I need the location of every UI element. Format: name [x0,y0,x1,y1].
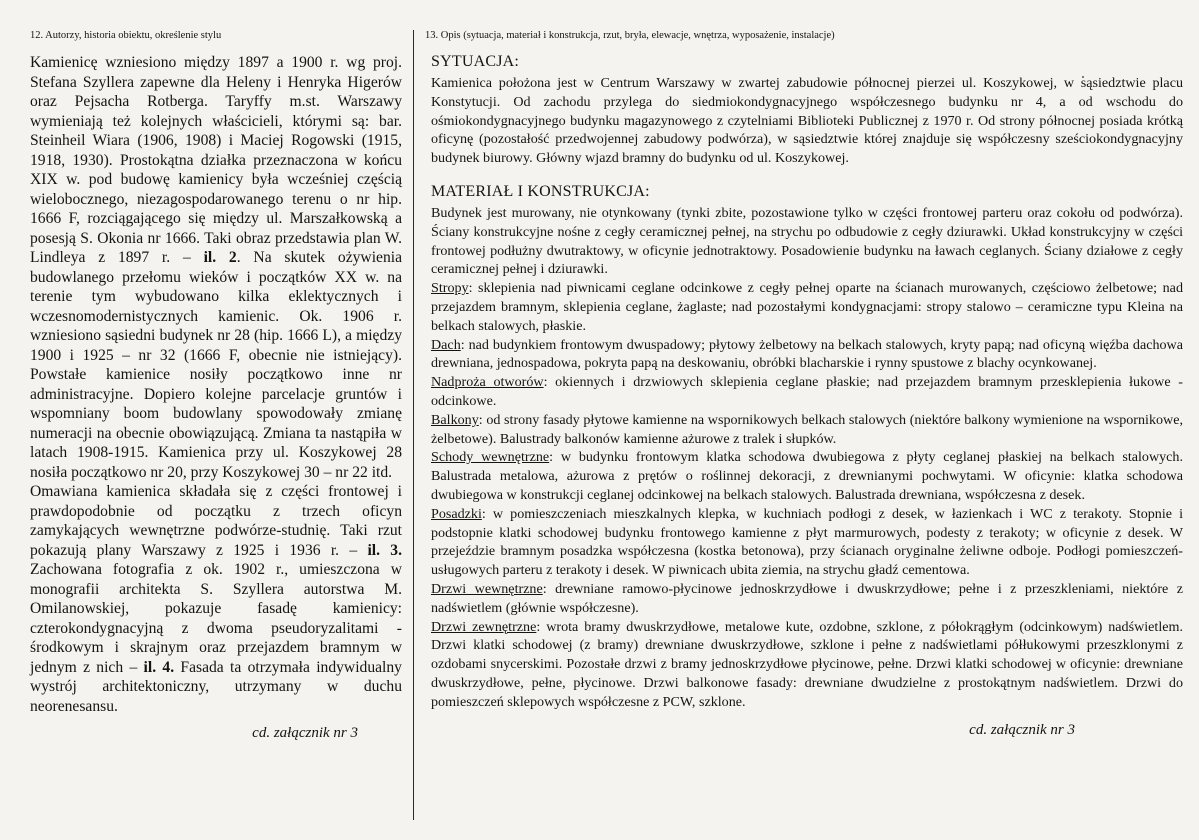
material-description: : w pomieszczeniach mieszkalnych klepka, w kuchniach podłogi z desek, w łazienkach i WC z terakoty. Stopnie i podstopnie klatki schodowej budynku frontowego kamienne z płyt marmurowych, podesty z terakoty; w oficynie z desek. W przejeździe bramnym posadzka współczesna (kostka betonowa), przy ścianach oryginalne żeliwne odboje. Podłogi pomieszczeń-usługowych parteru z terakoty i desek. W piwnicach ubita ziemia, na strychu gładź cementowa. [431,505,1183,579]
material-item [431,411,1183,449]
material-term: Stropy [431,280,469,297]
continued-note-right: cd. załącznik nr 3 [969,721,1075,738]
material-item [431,505,1183,580]
material-item [431,336,1183,374]
material-term: Drzwi zewnętrzne [431,618,537,635]
material-item [431,448,1183,504]
material-description: Budynek jest murowany, nie otynkowany (tynki zbite, pozostawione tylko w części frontowej parteru oraz cokołu od podwórza). Ściany konstrukcyjne nośne z cegły ceramicznej pełnej, na strychu po odbudowie z cegły dziurawki. Układ konstrukcyjny w części frontowej podłużny dwutraktowy, w oficynie jednotraktowy. Posadowienie budynku na ławach ceglanych. Ściany działowe z cegły ceramicznej pełnej i dziurawki. [431,204,1183,278]
material-description: : sklepienia nad piwnicami ceglane odcinkowe z cegły pełnej oparte na ścianach murowanych, częściowo żelbetowe; nad przejazdem bramnym, sklepienia ceglane, żaglaste; nad pozostałymi kondygnacjami: stropy stalowo – ceramiczne typu Kleina na belkach stalowych, płaskie. [431,280,1183,334]
sytuacja-heading: SYTUACJA: [431,53,520,70]
history-paragraph [30,482,402,716]
material-description: : wrota bramy dwuskrzydłowe, metalowe kute, ozdobne, szklone, z półokrągłym (odcinkowym) nadświetlem. Drzwi klatki schodowej (z bramy) drewniane dwuskrzydłowe, szklone i pełne z nadświetlami półłukowymi przeszklonymi z ozdobami snycerskimi. Pozostałe drzwi z bramy jednoskrzydłowe płycinowe, pełne. Drzwi klatki schodowej w oficynie: drewniane dwuskrzydłowe, pełne, płycinowe. Drzwi balkonowe fasady: drewniane dwudzielne z prostokątnym nadświetlem. Drzwi do pomieszczeń sklepowych współczesne z PCW, szklone. [431,618,1184,710]
material-description: : w budynku frontowym klatka schodowa dwubiegowa z płyty ceglanej płaskiej na belkach stalowych. Balustrada metalowa, ażurowa z prętów o roślinnej dekoracji, z drewnianymi pochwytami. W oficynie: klatka schodowa dwubiegowa w konstrukcji ceglanej odcinkowej na belkach stalowych. Balustrada drewniana, współczesna z desek. [431,449,1183,503]
material-description: : od strony fasady płytowe kamienne na wspornikowych belkach stalowych (niektóre balkony wymienione na wspornikowe, żelbetowe). Balustrady balkonów kamienne ażurowe z tralek i słupków. [431,411,1183,447]
field-12-label: 12. Autorzy, historia obiektu, określenie stylu [30,30,222,41]
material-item [431,618,1183,712]
column-divider [413,30,414,820]
history-column [30,30,402,742]
material-description: : nad budynkiem frontowym dwuspadowy; płytowy żelbetowy na belkach stalowych, kryty papą; nad oficyną więźba dachowa drewniana, jednospadowa, pokryta papą na deskowaniu, obróbki blacharskie i rynny spustowe z blachy ocynkowanej. [431,336,1183,372]
illustration-ref: il. 3. [367,541,402,559]
material-term: Posadzki [431,505,482,522]
material-text [431,204,1183,712]
material-item [431,373,1183,411]
material-item [431,279,1183,335]
sytuacja-text: Kamienica położona jest w Centrum Warszawy w zwartej zabudowie północnej pierzei ul. Koszykowej, w sąsiedztwie placu Konstytucji. Od zachodu przylega do siedmiokondygnacyjnego współczesnego budynku nr 4, a od wschodu do ośmiokondygnacyjnego budynku magazynowego z czytelniami Biblioteki Publicznej z 1970 r. Od strony północnej posiada krótką oficynę (pozostałość przedwojennej zabudowy podwórza), w sąsiedztwie której znajduje się współczesny sześciokondygnacyjny budynek biurowy. Główny wjazd bramny do budynku od ul. Koszykowej. [431,75,1183,167]
material-term: Balkony [431,411,479,428]
field-13-label: 13. Opis (sytuacja, materiał i konstrukcja, rzut, bryła, elewacje, wnętrza, wyposażenie, instalacje) [425,30,835,41]
history-text [30,53,402,716]
material-term: Drzwi wewnętrzne [431,580,543,597]
material-description: : drewniane ramowo-płycinowe jednoskrzydłowe i dwuskrzydłowe; pełne i z przeszkleniami, niektóre z nadświetlem (głównie współczesne). [431,580,1183,616]
material-term: Schody wewnętrzne [431,449,550,466]
description-column [425,30,1183,739]
material-description: : okiennych i drzwiowych sklepienia ceglane płaskie; nad przejazdem bramnym przesklepienia łukowe - odcinkowe. [431,374,1183,409]
material-term: Dach [431,336,461,353]
material-item [431,204,1183,279]
material-heading: MATERIAŁ I KONSTRUKCJA: [431,182,650,200]
material-term: Nadproża otworów [431,374,544,391]
material-item [431,580,1183,618]
text-run: Fasada ta otrzymała indywidualny wystrój architektoniczny, utrzymany w duchu neorenesansu. [30,658,402,715]
history-paragraph [30,53,402,482]
text-run: Omawiana kamienica składała się z części frontowej i prawdopodobnie od początku z trzech oficyn zamykających wewnętrzne podwórze-studnię. Taki rzut pokazują plany Warszawy z 1925 i 1936 r. – [30,483,402,559]
text-run: Zachowana fotografia z ok. 1902 r., umieszczona w monografii architekta S. Szyllera autorstwa M. Omilanowskiej, pokazuje fasadę kamienicy: czterokondygnacyjną z dwoma pseudoryzalitami - środkowym i skrajnym oraz przejazdem bramnym w jednym z nich – [30,561,402,676]
text-run: Kamienicę wzniesiono między 1897 a 1900 r. wg proj. Stefana Szyllera zapewne dla Heleny i Henryka Higerów oraz Pejsacha Rotberga. Taryffy m.st. Warszawy wymieniają też kolejnych właścicieli, którymi są: bar. Steinheil Wiara (1906, 1908) i Maciej Rogowski (1915, 1918, 1930). Prostokątna działka przeznaczona w końcu XIX w. pod budowę kamienicy była wcześniej częścią wielobocznego, niezagospodarowanego terenu o nr hip. 1666 F, rozciągającego się między ul. Marszałkowską a posesją S. Okonia nr 1666. Taki obraz przedstawia plan W. Lindleya z 1897 r. – [30,54,402,266]
text-run: . Na skutek ożywienia budowlanego przełomu wieków i początków XX w. na terenie tym wybudowano kilka eklektycznych i wczesnomodernistycznych kamienic. Ok. 1906 r. wzniesiono sąsiedni budynek nr 28 (hip. 1666 L), a między 1900 i 1925 – nr 32 (1666 F, obecnie nie istniejący). Powstałe kamienice nosiły początkowo inne nr administracyjne. Dopiero kolejne parcelacje gruntów i wspomniany boom budowlany spowodowały zmianę numeracji na obecnie obowiązującą. Zmiana ta nastąpiła w latach 1908-1915. Kamienica przy ul. Koszykowej 28 nosiła początkowo nr 20, przy Koszykowej 30 – nr 22 itd. [30,249,403,481]
illustration-ref: il. 4. [143,658,175,676]
continued-note-left: cd. załącznik nr 3 [252,725,358,741]
illustration-ref: il. 2 [203,249,237,266]
